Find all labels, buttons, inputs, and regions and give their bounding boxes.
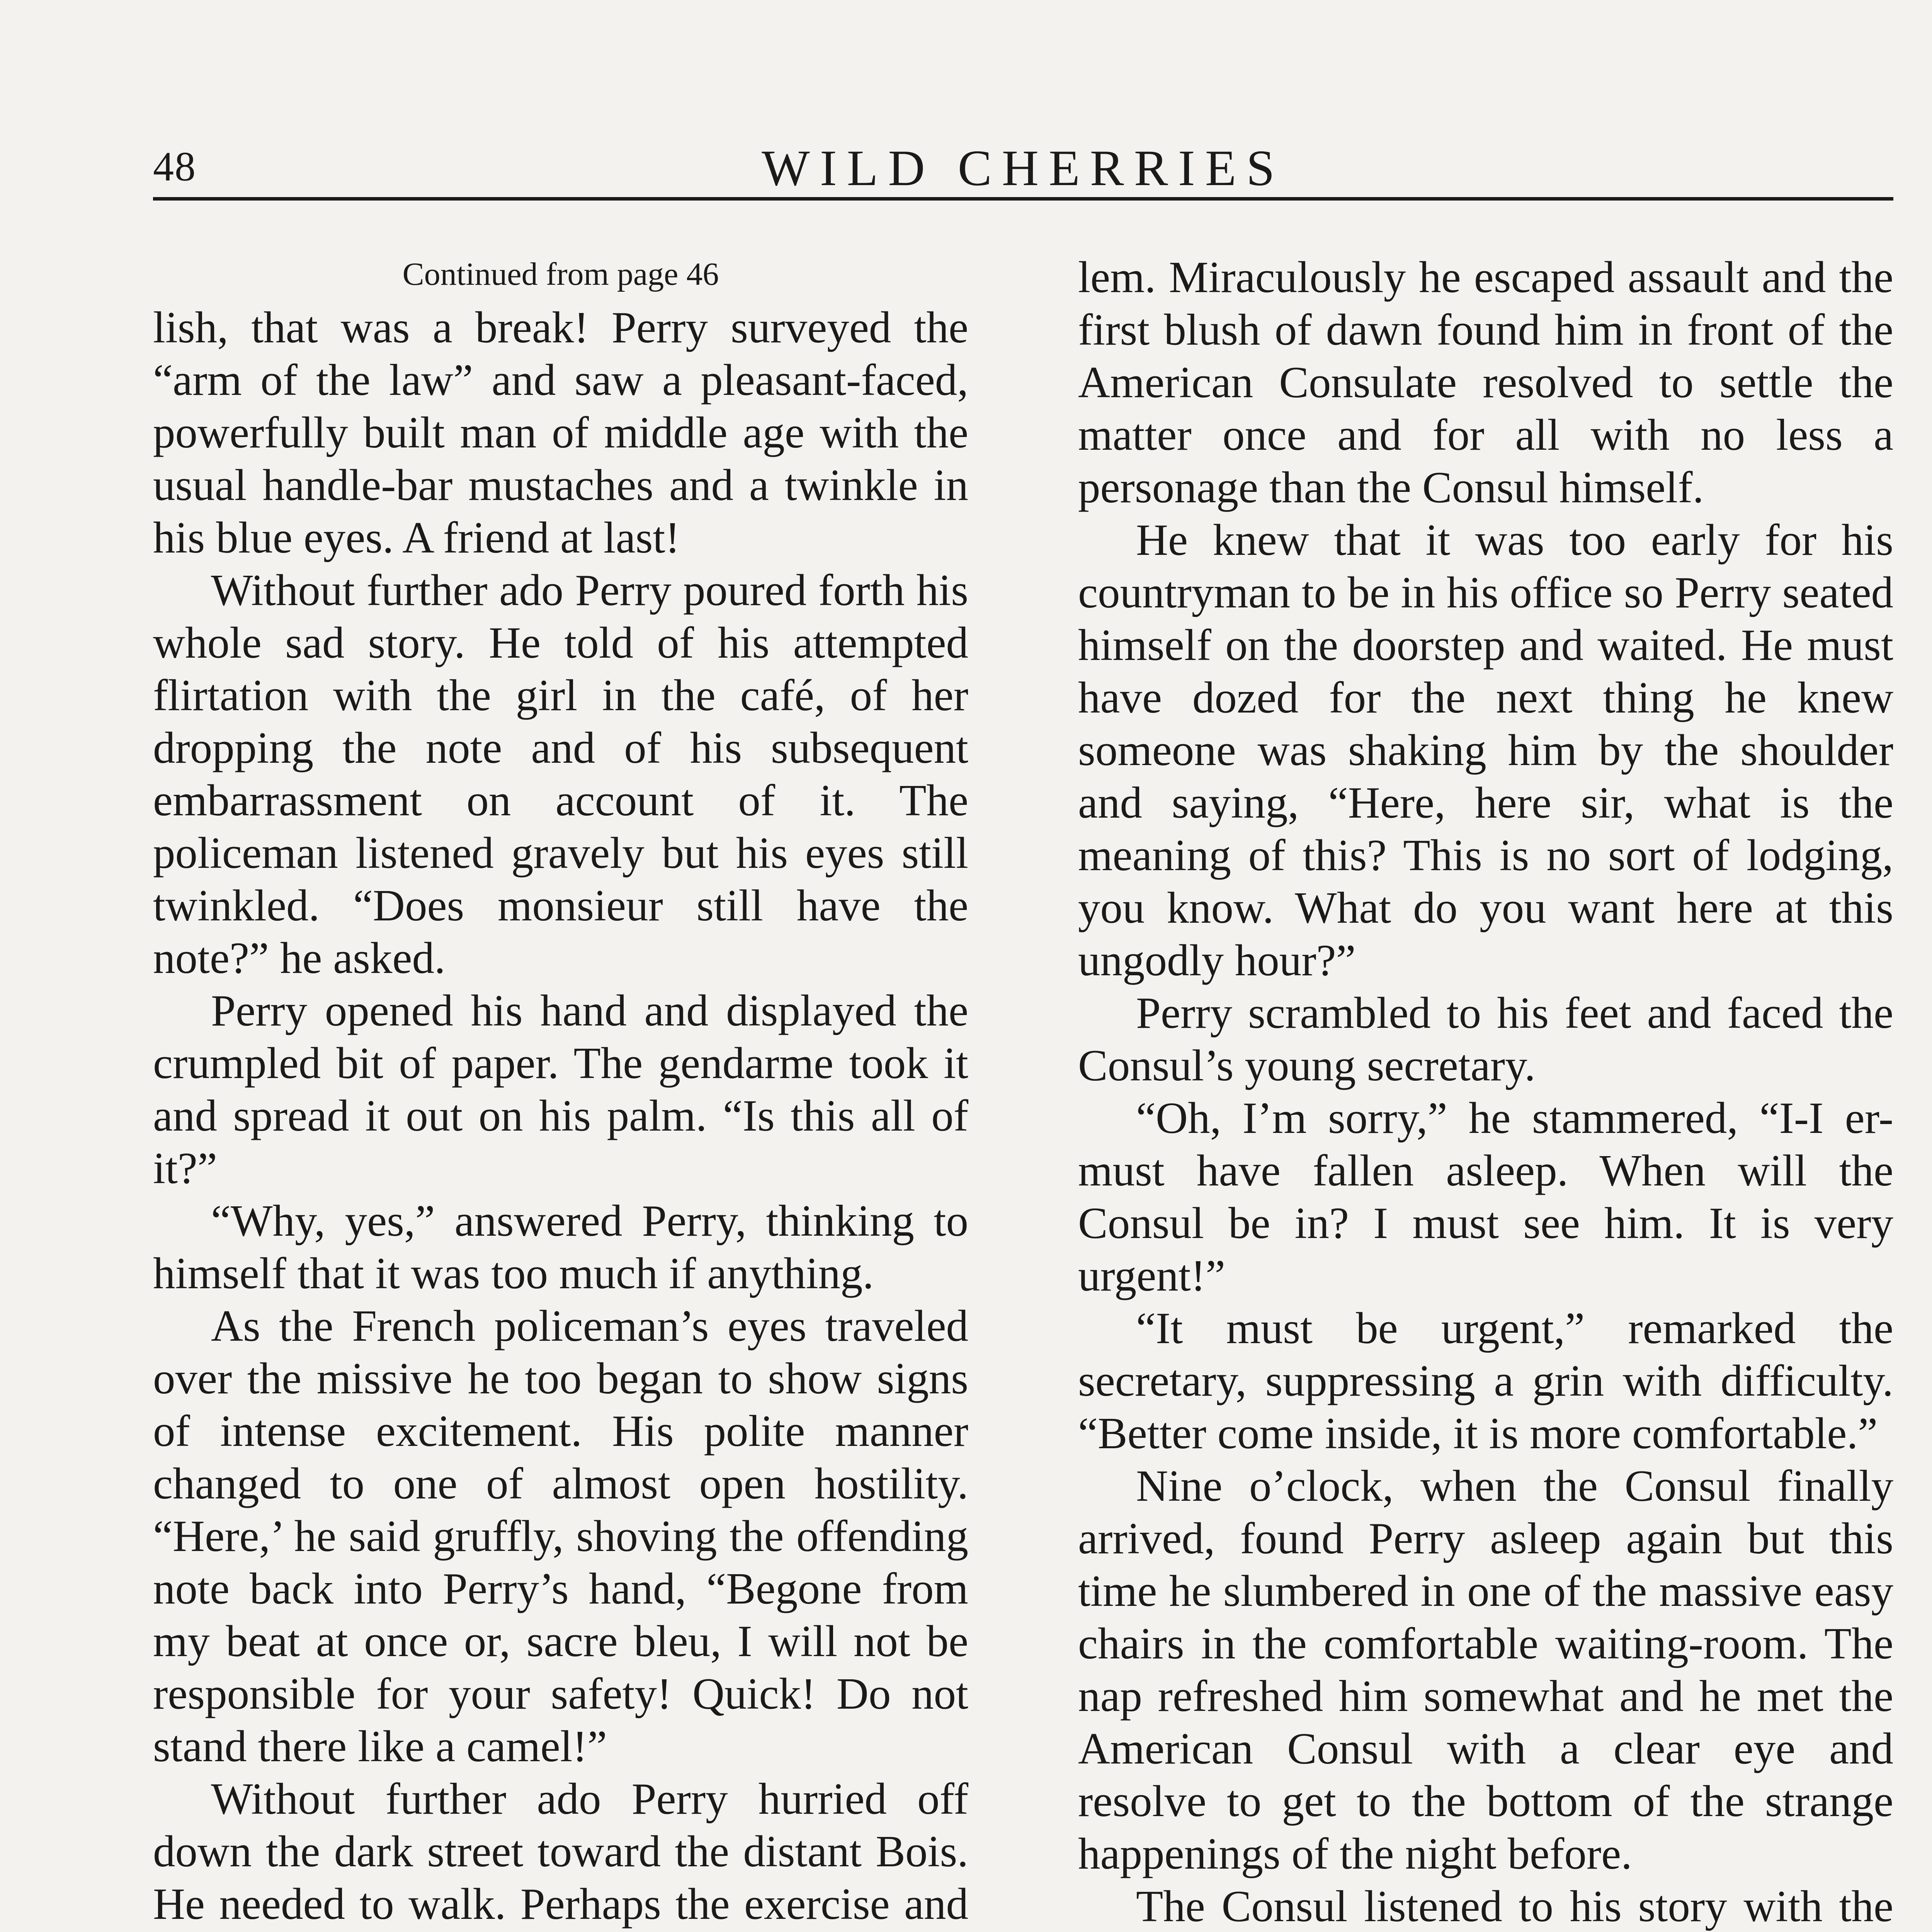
page-title: WILD CHERRIES (762, 139, 1285, 196)
paragraph: Without further ado Perry poured forth his whole sad story. He told of his attempted flirtation with the girl in the café, of her dropping the note and of his subsequent embarrassment on account of it. The policeman listened gravely but his eyes still twinkled. “Does monsieur still have the note?” he asked. (153, 566, 968, 983)
header-rule (153, 197, 1893, 201)
paragraph: Perry opened his hand and displayed the crumpled bit of paper. The gendarme took it and spread it out on his palm. “Is this all of it?” (153, 986, 968, 1193)
paragraph: Without further ado Perry hurried off down the dark street toward the distant Bois. He needed to walk. Perhaps the exercise and (153, 1774, 968, 1929)
paragraph: The Consul listened to his story with the (1136, 1882, 1893, 1931)
continued-note: Continued from page 46 (402, 256, 719, 292)
left-column (153, 251, 968, 1932)
paragraph: Perry scrambled to his feet and faced the Consul’s young secretary. (1078, 988, 1893, 1090)
paragraph: “Oh, I’m sorry,” he stammered, “I-I er-must have fallen asleep. When will the Consul be in? I must see him. It is very urgent!” (1078, 1094, 1893, 1300)
paragraph: He knew that it was too early for his countryman to be in his office so Perry seated himself on the doorstep and waited. He must have dozed for the next thing he knew someone was shaking him by the shoulder and saying, “Here, here sir, what is the meaning of this? This is no sort of lodging, you know. What do you want here at this ungodly hour?” (1078, 515, 1893, 985)
right-column (1078, 251, 1893, 1932)
paragraph: As the French policeman’s eyes traveled over the missive he too began to show signs of intense excitement. His polite manner changed to one of almost open hostility. “Here,’ he said gruffly, shoving the offending note back into Perry’s hand, “Begone from my beat at once or, sacre bleu, I will not be responsible for your safety! Quick! Do not stand there like a camel!” (153, 1301, 968, 1771)
paragraph: “Why, yes,” answered Perry, thinking to himself that it was too much if anything. (153, 1196, 968, 1298)
page-number: 48 (153, 144, 196, 190)
paragraph: lem. Miraculously he escaped assault and the first blush of dawn found him in front of the American Consulate resolved to settle the matter once and for all with no less a personage than the Consul himself. (1078, 253, 1893, 512)
paragraph: Nine o’clock, when the Consul finally arrived, found Perry asleep again but this time he slumbered in one of the massive easy chairs in the comfortable waiting-room. The nap refreshed him somewhat and he met the American Consul with a clear eye and resolve to get to the bottom of the strange happenings of the night before. (1078, 1461, 1893, 1878)
paragraph: lish, that was a break! Perry surveyed the “arm of the law” and saw a pleasant-faced, powerfully built man of middle age with the usual handle-bar mustaches and a twinkle in his blue eyes. A friend at last! (153, 303, 968, 562)
page-header (153, 128, 1893, 201)
paragraph: “It must be urgent,” remarked the secretary, suppressing a grin with difficulty. “Better come inside, it is more comfortable.” (1078, 1304, 1893, 1458)
